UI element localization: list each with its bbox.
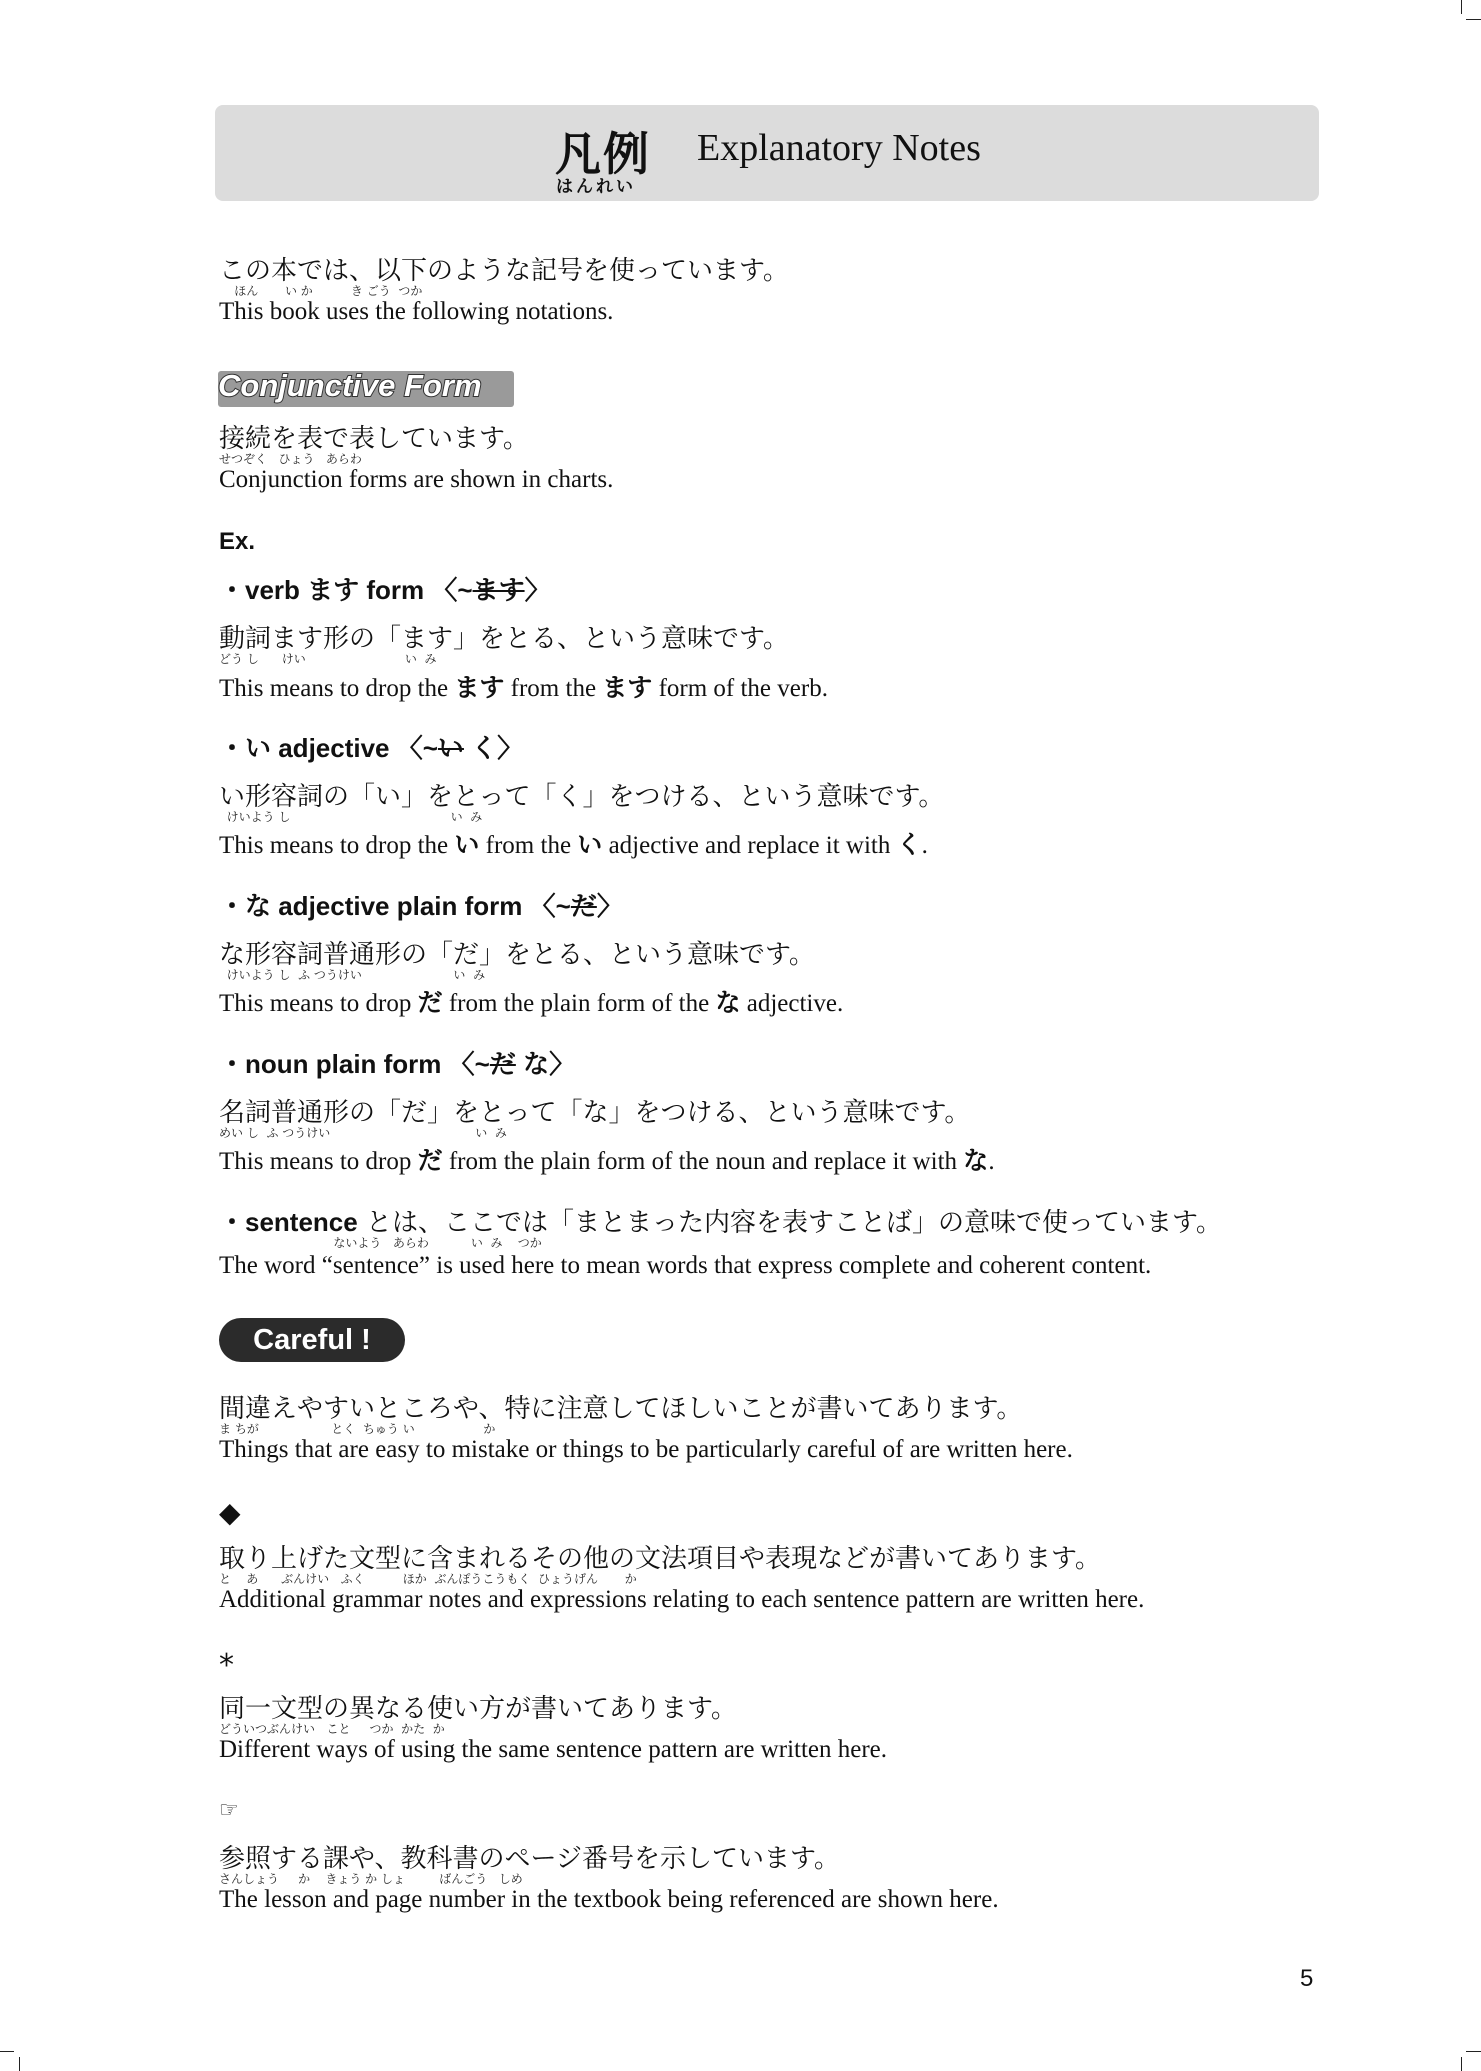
en-text: adjective. [740,990,844,1017]
conj-en: Conjunction forms are shown in charts. [219,466,614,493]
asterisk-jp: 同一文型の異なる使い方が書いてあります。 [219,1694,737,1724]
diamond-jp: 取り上げた文型に含まれるその他の文法項目や表現などが書いてあります。 [219,1544,1101,1574]
careful-jp: 間違えやすいところや、特に注意してほしいことが書いてあります。 [219,1394,1023,1424]
crop-mark [1461,0,1462,14]
en-text: . [988,1148,995,1175]
en-text: This means to drop the [219,675,455,702]
heading-strike: い [437,733,464,763]
heading-tail: な〉 [515,1049,576,1079]
en-text: This means to drop [219,990,418,1017]
careful-ruby: ま ちが とく ちゅう い か [219,1422,496,1436]
crop-mark [1461,2057,1462,2071]
en-bold: な [715,988,741,1017]
item-en [219,1141,995,1177]
item-jp: な形容詞普通形の「だ」をとる、という意味です。 [219,940,815,970]
en-text: . [921,832,928,859]
heading-text: ・noun plain form 〈~ [219,1049,490,1079]
heading-strike: ます [472,575,525,605]
en-bold: な [963,1146,989,1175]
en-bold: だ [417,1146,443,1175]
heading-tail: 〉 [596,891,623,921]
item-en [219,825,928,861]
asterisk-ruby: どういつぶんけい こと つか かた か [219,1722,445,1736]
item-heading [219,886,623,923]
en-text: form of the verb. [652,675,828,702]
header-title-en: Explanatory Notes [697,127,981,169]
heading-text: ・い adjective 〈~ [219,733,438,763]
item-ruby: めい し ふ つうけい い み [219,1126,507,1140]
sentence-heading: ・sentence [219,1207,358,1237]
diamond-en: Additional grammar notes and expressions relating to each sentence pattern are written here. [219,1586,1145,1613]
heading-tail: く〉 [463,733,524,763]
asterisk-icon: * [219,1648,234,1683]
crop-mark [19,2057,20,2071]
heading-strike: だ [570,891,597,921]
item-heading [219,728,523,765]
item-ruby: けいよう し ふ つうけい い み [219,968,486,982]
item-en [219,668,828,704]
intro-ruby: ほん い か き ごう つか [219,284,423,298]
sentence-jp: とは、ここでは「まとまった内容を表すことば」の意味で使っています。 [357,1208,1222,1238]
page-number: 5 [1300,1965,1314,1992]
header-title-ruby: はんれい [556,177,636,197]
pointer-jp: 参照する課や、教科書のページ番号を示しています。 [219,1844,840,1874]
intro-en: This book uses the following notations. [219,298,614,325]
careful-en: Things that are easy to mistake or things to be particularly careful of are written here. [219,1436,1073,1463]
item-en [219,983,843,1019]
intro-jp: この本では、以下のような記号を使っています。 [219,256,789,286]
en-bold: ます [602,673,653,702]
heading-strike: だ [489,1049,516,1079]
crop-mark [1466,2051,1481,2052]
en-bold: い [454,830,480,859]
en-bold: い [577,830,603,859]
item-jp: い形容詞の「い」をとって「く」をつける、という意味です。 [219,782,945,812]
item-heading [219,1044,575,1081]
en-text: from the plain form of the noun and replace it with [442,1148,964,1175]
item-jp: 動詞ます形の「ます」をとる、という意味です。 [219,624,789,654]
item-ruby: どう し けい い み [219,652,437,666]
item-heading [219,570,551,607]
en-text: adjective and replace it with [602,832,897,859]
diamond-ruby: と あ ぶんけい ふく ほか ぶんぽうこうもく ひょうげん か [219,1572,637,1586]
en-bold: ます [454,673,505,702]
heading-text: ・verb ます form 〈~ [219,575,473,605]
header-title-jp: 凡例 [555,127,651,181]
en-text: from the [504,675,603,702]
heading-tail: 〉 [524,575,551,605]
en-text: This means to drop [219,1148,418,1175]
en-bold: だ [417,988,443,1017]
conj-ruby: せつぞく ひょう あらわ [219,452,362,466]
diamond-icon: ◆ [219,1496,241,1529]
conj-jp: 接続を表で表しています。 [219,424,529,454]
conjunctive-form-label: Conjunctive Form [218,368,482,403]
sentence-ruby: ないよう あらわ い み つか [219,1236,542,1250]
pointer-ruby: さんしょう か きょう か しょ ばんごう しめ [219,1872,523,1886]
en-bold: く [896,830,922,859]
crop-mark [1466,19,1481,20]
pointer-en: The lesson and page number in the textbook being referenced are shown here. [219,1886,999,1913]
item-jp: 名詞普通形の「だ」をとって「な」をつける、という意味です。 [219,1098,971,1128]
pointing-hand-icon: ☞ [219,1798,239,1823]
item-ruby: けいよう し い み [219,810,483,824]
asterisk-en: Different ways of using the same sentence pattern are written here. [219,1736,888,1763]
en-text: from the plain form of the [442,990,716,1017]
en-text: from the [479,832,578,859]
heading-text: ・な adjective plain form 〈~ [219,891,571,921]
en-text: This means to drop the [219,832,455,859]
careful-badge: Careful ! [219,1318,405,1362]
ex-label: Ex. [219,528,256,555]
crop-mark [0,2051,14,2052]
sentence-en: The word “sentence” is used here to mean words that express complete and coherent content. [219,1252,1152,1279]
